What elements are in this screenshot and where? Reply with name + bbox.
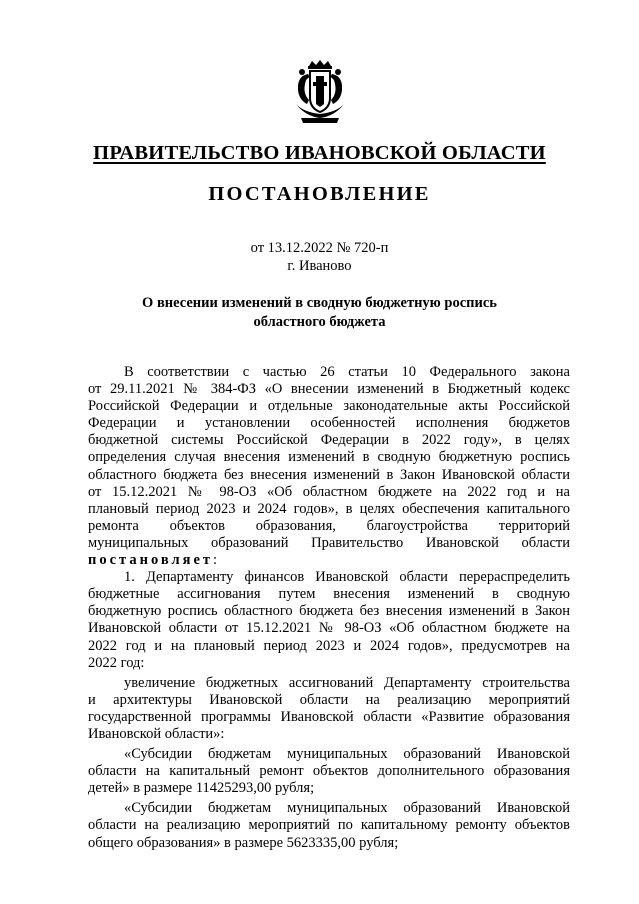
- body-line: областного бюджета без внесения изменений в Закон Ивановской области: [88, 466, 570, 483]
- body-line: и архитектуры Ивановской области на реализацию мероприятий: [88, 691, 570, 708]
- body-line: «Субсидии бюджетам муниципальных образований Ивановской: [124, 800, 570, 817]
- body-line: от 29.11.2021 № 384-ФЗ «О внесении изменений в Бюджетный кодекс: [88, 381, 570, 398]
- body-line: 2022 год и на плановый период 2023 и 2024 годов», предусмотрев на: [88, 637, 570, 654]
- body-line: области на реализацию мероприятий по капитальному ремонту объектов: [88, 817, 570, 834]
- body-line: бюджетные ассигнования путем внесения изменений в сводную: [88, 586, 570, 603]
- coat-of-arms-icon: [293, 60, 347, 124]
- body-line: 2022 год:: [88, 654, 145, 671]
- body-line: Федерации и установлении особенностей исполнения бюджетов: [88, 415, 570, 432]
- body-line: увеличение бюджетных ассигнований Департаменту строительства: [124, 674, 570, 691]
- body-line: детей» в размере 11425293,00 рубля;: [88, 780, 315, 797]
- body-line: «Субсидии бюджетам муниципальных образований Ивановской: [124, 746, 570, 763]
- body-line: бюджетной системы Российской Федерации в 2022 году», в целях: [88, 432, 570, 449]
- body-line: плановый период 2023 и 2024 годов», в целях обеспечения капитального: [88, 500, 570, 517]
- body-line: В соответствии с частью 26 статьи 10 Федерального закона: [124, 364, 570, 380]
- decree-word: постановляет: [88, 552, 214, 569]
- body-line: муниципальных образований Правительство Ивановской области: [88, 534, 570, 551]
- body-line: от 15.12.2021 № 98-ОЗ «Об областном бюджете на 2022 год и на: [88, 483, 570, 500]
- document-type: ПОСТАНОВЛЕНИЕ: [208, 183, 431, 205]
- body-line: государственной программы Ивановской области «Развитие образования: [88, 708, 570, 725]
- body-line: области на капитальный ремонт объектов дополнительного образования: [88, 763, 570, 780]
- body-line: определения случая внесения изменений в сводную бюджетную роспись: [88, 449, 570, 466]
- document-title-line: О внесении изменений в сводную бюджетную роспись: [142, 295, 497, 311]
- city: г. Иваново: [287, 258, 352, 274]
- body-line: 1. Департаменту финансов Ивановской области перераспределить: [124, 569, 570, 586]
- body-line: Российской Федерации и отдельные законодательные акты Российской: [88, 398, 570, 415]
- document-body: [88, 364, 570, 852]
- body-line: Ивановской области от 15.12.2021 № 98-ОЗ «Об областном бюджете на: [88, 620, 570, 637]
- body-line: бюджетную роспись областного бюджета без внесения изменений в Закон: [88, 603, 570, 620]
- body-line: общего образования» в размере 5623335,00 рубля;: [88, 834, 399, 851]
- body-line: Ивановской области»:: [88, 725, 225, 742]
- decree-line: [88, 552, 570, 569]
- date-and-number: от 13.12.2022 № 720-п: [250, 240, 389, 256]
- document-title-line: областного бюджета: [253, 314, 386, 330]
- organization-name: ПРАВИТЕЛЬСТВО ИВАНОВСКОЙ ОБЛАСТИ: [93, 142, 546, 164]
- decree-colon: :: [213, 552, 218, 569]
- body-line: ремонта объектов образования, благоустройства территорий: [88, 517, 570, 534]
